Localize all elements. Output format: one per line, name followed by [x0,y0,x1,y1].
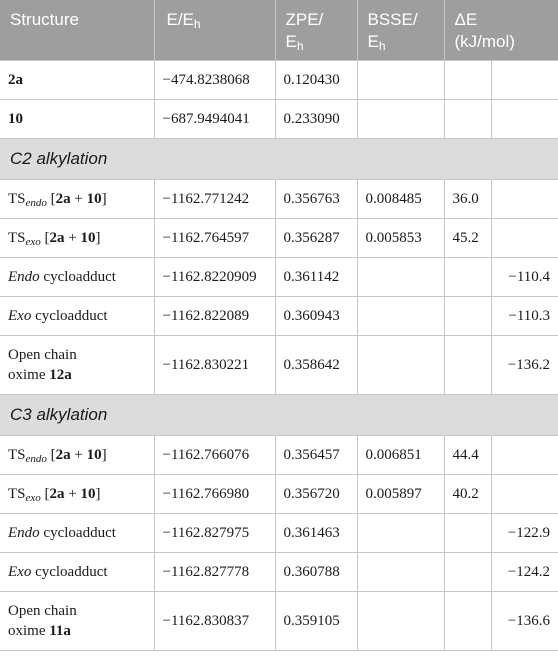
cell-zpe: 0.358642 [275,335,357,394]
cell-de-ts: 44.4 [444,435,491,474]
adduct-type: Endo [8,268,40,285]
cell-structure [0,591,154,650]
plus-sign: + [64,229,81,246]
table-header [0,0,558,60]
cell-de-ts: 36.0 [444,179,491,218]
table-row [0,474,558,513]
plus-sign: + [70,446,87,463]
bracket-close: ] [101,190,107,207]
header-structure-label: Structure [10,10,79,29]
cell-structure [0,99,154,138]
adduct-type: Exo [8,307,32,324]
cell-de-ts: 45.2 [444,218,491,257]
cell-de [491,99,558,138]
bracket-open: [ [50,190,56,207]
cell-de-ts: 40.2 [444,474,491,513]
cell-zpe: 0.356720 [275,474,357,513]
bracket-close: ] [95,229,101,246]
cell-zpe: 0.356287 [275,218,357,257]
header-de-line2: (kJ/mol) [454,32,515,51]
cell-structure [0,552,154,591]
ts-prefix: TS [8,229,26,246]
compound-id: 12a [49,366,72,383]
table-row [0,591,558,650]
reactant-a: 2a [49,485,65,502]
cell-zpe: 0.120430 [275,60,357,99]
cell-zpe: 0.356763 [275,179,357,218]
table-row [0,435,558,474]
cell-energy: −1162.766980 [154,474,275,513]
cell-energy: −1162.827778 [154,552,275,591]
cell-de-ts [444,335,491,394]
cell-de: −122.9 [491,513,558,552]
adduct-type: Endo [8,524,40,541]
cell-energy: −1162.766076 [154,435,275,474]
reactant-b: 10 [86,446,102,463]
table-row [0,179,558,218]
cell-bsse [357,591,444,650]
header-row [0,0,558,60]
cell-structure [0,513,154,552]
plus-sign: + [64,485,81,502]
cell-de: −110.3 [491,296,558,335]
bracket-open: [ [50,446,56,463]
cell-de: −110.4 [491,257,558,296]
cell-zpe: 0.361463 [275,513,357,552]
bracket-close: ] [101,446,107,463]
open-chain-line2: oxime [8,622,50,639]
cell-structure [0,218,154,257]
cell-bsse [357,335,444,394]
cell-bsse [357,513,444,552]
compound-id: 11a [49,622,71,639]
cell-energy: −1162.764597 [154,218,275,257]
cell-energy: −687.9494041 [154,99,275,138]
ts-prefix: TS [8,190,26,207]
cell-structure [0,435,154,474]
cell-de [491,435,558,474]
structure-label: 2a [8,71,23,88]
cell-de: −136.2 [491,335,558,394]
cell-bsse [357,257,444,296]
cell-de: −124.2 [491,552,558,591]
bracket-open: [ [44,229,50,246]
cell-structure [0,179,154,218]
table-body [0,60,558,650]
table-row [0,552,558,591]
table-row [0,335,558,394]
adduct-label: cycloadduct [31,563,108,580]
cell-energy: −1162.771242 [154,179,275,218]
cell-zpe: 0.359105 [275,591,357,650]
open-chain-line1: Open chain [8,346,77,363]
header-energy [154,0,275,60]
cell-energy: −1162.8220909 [154,257,275,296]
cell-zpe: 0.360943 [275,296,357,335]
cell-zpe: 0.233090 [275,99,357,138]
cell-zpe: 0.356457 [275,435,357,474]
cell-de [491,60,558,99]
ts-sub: exo [25,235,41,248]
cell-bsse: 0.005897 [357,474,444,513]
section-row-c2 [0,138,558,179]
header-bsse-line2: E [367,32,379,51]
section-title: C3 alkylation [0,394,558,435]
cell-zpe: 0.361142 [275,257,357,296]
table-row [0,99,558,138]
cell-structure [0,296,154,335]
cell-bsse [357,296,444,335]
adduct-label: cycloadduct [39,268,116,285]
cell-bsse [357,552,444,591]
cell-structure [0,335,154,394]
cell-energy: −474.8238068 [154,60,275,99]
cell-bsse: 0.005853 [357,218,444,257]
reactant-b: 10 [86,190,102,207]
cell-de-ts [444,552,491,591]
cell-bsse [357,99,444,138]
cell-de [491,474,558,513]
cell-de: −136.6 [491,591,558,650]
reactant-a: 2a [55,190,71,207]
section-title: C2 alkylation [0,138,558,179]
reactant-a: 2a [55,446,71,463]
header-zpe [275,0,357,60]
cell-de-ts [444,296,491,335]
header-zpe-line1: ZPE/ [285,10,324,29]
plus-sign: + [70,190,87,207]
cell-de-ts [444,257,491,296]
cell-de [491,218,558,257]
cell-de-ts [444,60,491,99]
header-bsse [357,0,444,60]
adduct-type: Exo [8,563,32,580]
ts-prefix: TS [8,446,26,463]
cell-bsse: 0.006851 [357,435,444,474]
header-delta-e [444,0,558,60]
reactant-a: 2a [49,229,65,246]
cell-energy: −1162.830837 [154,591,275,650]
table-row [0,513,558,552]
adduct-label: cycloadduct [31,307,108,324]
cell-zpe: 0.360788 [275,552,357,591]
cell-de-ts [444,591,491,650]
cell-de [491,179,558,218]
header-de-line1: ΔE [454,10,478,29]
header-bsse-sub: h [378,39,386,53]
cell-structure [0,60,154,99]
bracket-close: ] [95,485,101,502]
header-energy-sub: h [193,17,201,31]
cell-energy: −1162.830221 [154,335,275,394]
ts-sub: endo [25,452,47,465]
cell-de-ts [444,99,491,138]
header-bsse-line1: BSSE/ [367,10,418,29]
section-row-c3 [0,394,558,435]
reactant-b: 10 [80,229,96,246]
table-row [0,60,558,99]
cell-de-ts [444,513,491,552]
structure-label: 10 [8,110,23,127]
cell-energy: −1162.827975 [154,513,275,552]
cell-structure [0,257,154,296]
header-energy-label: E/E [166,10,194,29]
cell-energy: −1162.822089 [154,296,275,335]
cell-bsse [357,60,444,99]
table-row [0,218,558,257]
header-zpe-line2: E [285,32,297,51]
table-row [0,296,558,335]
ts-sub: endo [25,196,47,209]
header-zpe-sub: h [296,39,304,53]
ts-sub: exo [25,491,41,504]
ts-prefix: TS [8,485,26,502]
reactant-b: 10 [80,485,96,502]
table-row [0,257,558,296]
open-chain-line2: oxime [8,366,50,383]
adduct-label: cycloadduct [39,524,116,541]
open-chain-line1: Open chain [8,602,77,619]
cell-bsse: 0.008485 [357,179,444,218]
bracket-open: [ [44,485,50,502]
cell-structure [0,474,154,513]
header-structure [0,0,154,60]
